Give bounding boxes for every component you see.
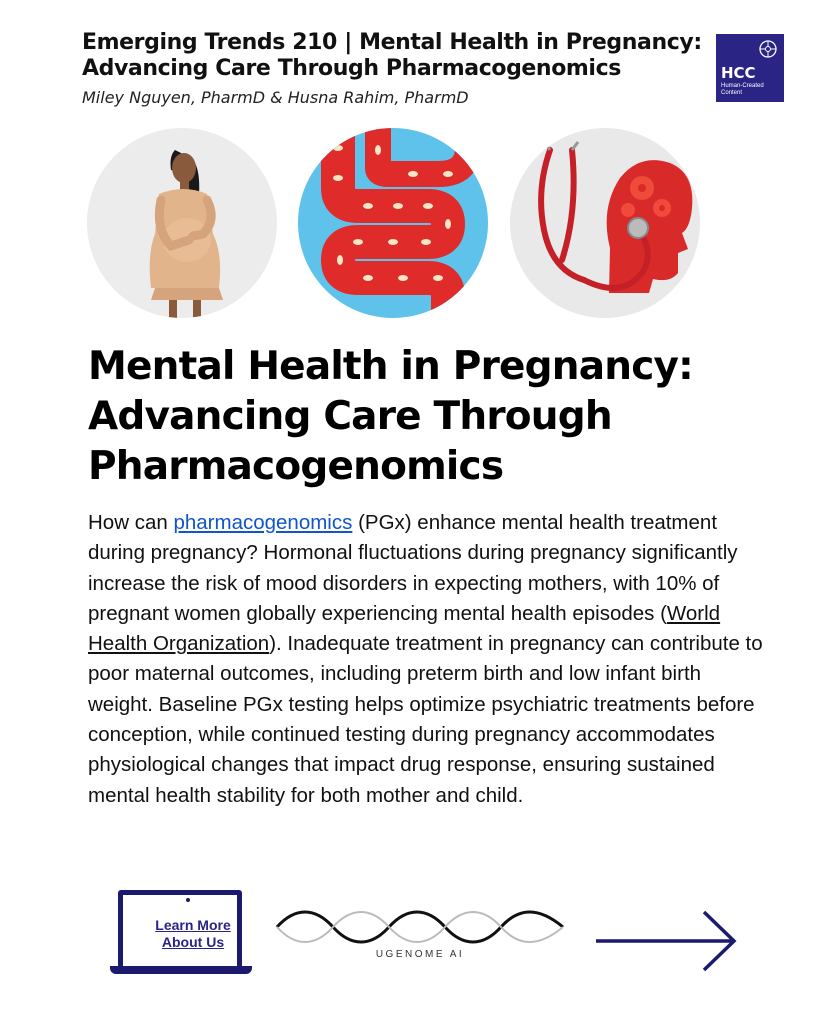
learn-more-laptop[interactable]: [110, 888, 255, 973]
dna-wave-icon: [275, 905, 565, 949]
body-text-start: How can: [88, 511, 174, 534]
header-title: Emerging Trends 210 | Mental Health in Pregnancy: Advancing Care Through Pharmacogenomics: [82, 30, 702, 81]
pharmacogenomics-link[interactable]: pharmacogenomics: [173, 511, 353, 534]
brand-caption: UGENOME AI: [375, 949, 465, 960]
ugenome-logo: [275, 905, 565, 965]
camera-dot: [186, 898, 190, 902]
pills-intestine-photo: [298, 128, 488, 318]
hcc-badge: [716, 34, 784, 102]
badge-label: Human-Created Content: [721, 83, 764, 96]
laptop-screen: [118, 890, 242, 972]
article-body: [88, 508, 768, 811]
arrow-right-icon[interactable]: [592, 908, 742, 974]
stethoscope-brain-photo: [510, 128, 700, 318]
body-text-middle: (PGx) enhance mental health treatment during pregnancy? Hormonal fluctuations during pregnancy significantly increase the risk of mood disorders in expecting mothers, with 10% of pregnant women globally experiencing mental health episodes (: [88, 511, 738, 625]
header-authors: Miley Nguyen, PharmD & Husna Rahim, PharmD: [82, 88, 469, 107]
badge-abbr: HCC: [721, 64, 756, 82]
learn-more-link[interactable]: Learn More About Us: [155, 917, 231, 950]
article-title: Mental Health in Pregnancy: Advancing Care Through Pharmacogenomics: [88, 344, 693, 489]
body-text-end: ). Inadequate treatment in pregnancy can contribute to poor maternal outcomes, including preterm birth and low infant birth weight. Baseline PGx testing helps optimize psychiatric treatments before conception, while continued testing during pregnancy accommodates physiological changes that impact drug response, ensuring sustained mental health stability for both mother and child.: [88, 632, 763, 807]
pregnant-woman-photo: [87, 128, 277, 318]
brain-icon: [758, 39, 778, 59]
laptop-base: [110, 966, 252, 974]
who-link[interactable]: World Health Organization: [88, 601, 721, 656]
